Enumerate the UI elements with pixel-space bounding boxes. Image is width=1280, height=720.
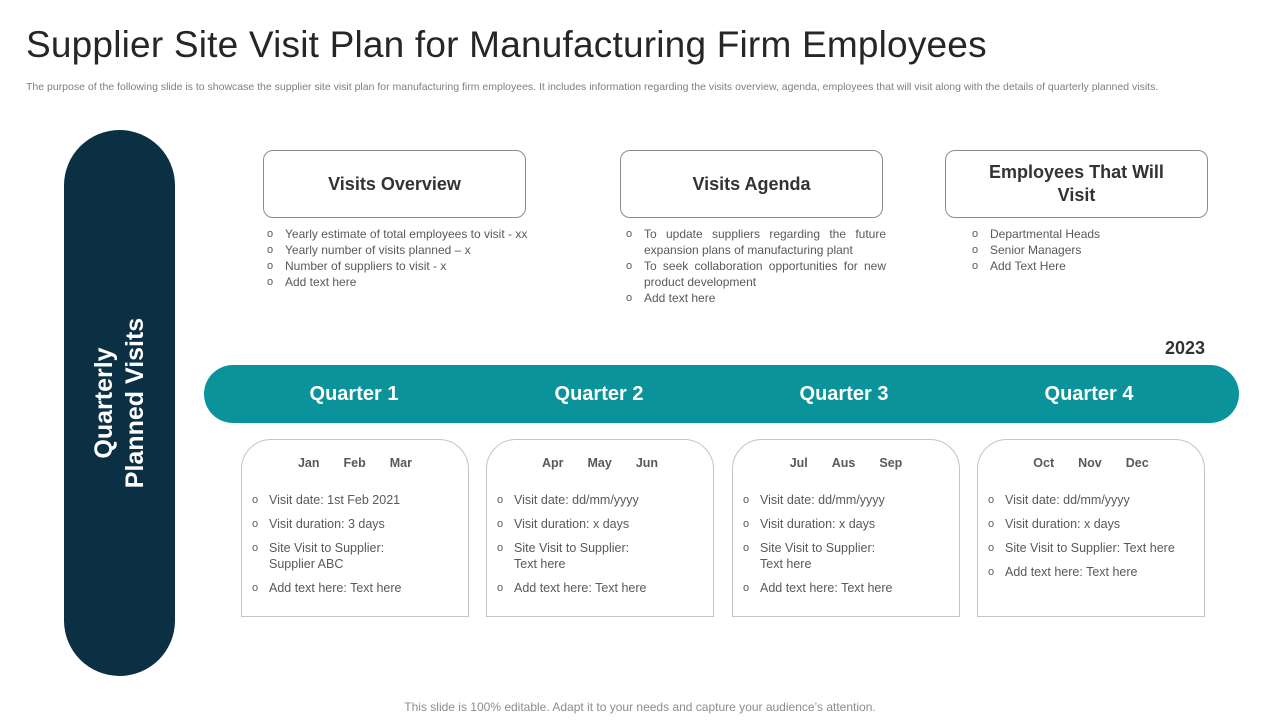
list-item: o Visit duration: 3 days [252,516,460,532]
footer-note: This slide is 100% editable. Adapt it to your needs and capture your audience’s attention. [404,700,876,714]
quarter-3-label: Quarter 3 [799,383,889,405]
list-item: o Visit date: dd/mm/yyyy [988,492,1196,508]
visits-overview-list [265,226,565,290]
month-label: Dec [1125,456,1149,470]
list-item: o Yearly estimate of total employees to visit - xx [265,226,565,242]
list-item: o Number of suppliers to visit - x [265,258,565,274]
quarter-1-label: Quarter 1 [309,383,399,405]
visits-agenda-list [624,226,886,306]
quarter-2-label: Quarter 2 [554,383,644,405]
list-item: o To seek collaboration opportunities for new product development [624,258,886,290]
quarter-3-details [743,492,951,604]
month-label: Apr [541,456,564,470]
list-item: o Visit date: 1st Feb 2021 [252,492,460,508]
quarter-2-months [487,456,713,470]
side-label-line1: Quarterly [89,347,118,459]
list-item: o Visit duration: x days [988,516,1196,532]
month-label: Oct [1033,456,1055,470]
month-label: Mar [389,456,412,470]
month-label: Aus [831,456,856,470]
side-banner-label [89,318,151,488]
month-label: May [587,456,612,470]
page-title: Supplier Site Visit Plan for Manufacturing Firm Employees [26,24,987,65]
quarter-4-label: Quarter 4 [1044,383,1134,405]
list-item: o Site Visit to Supplier: Text here [743,540,951,572]
month-label: Jul [789,456,808,470]
quarter-4-card [977,439,1205,617]
list-item: o Add text here [265,274,565,290]
list-item: o Site Visit to Supplier: Text here [988,540,1196,556]
list-item: o Site Visit to Supplier: Text here [497,540,705,572]
list-item: o Add text here: Text here [252,580,460,596]
side-label-line2: Planned Visits [120,317,149,489]
quarter-4-details [988,492,1196,588]
list-item: o Add text here: Text here [743,580,951,596]
employees-visit-heading: Employees That Will Visit [945,150,1208,218]
list-item: o Add Text Here [970,258,1210,274]
page-subtitle: The purpose of the following slide is to showcase the supplier site visit plan for manufacturing firm employees. It includes information regarding the visits overview, agenda, employees that will visit along with the details of quarterly planned visits. [26,81,1159,93]
month-label: Feb [343,456,366,470]
month-label: Jun [635,456,659,470]
list-item: o To update suppliers regarding the future expansion plans of manufacturing plant [624,226,886,258]
quarterly-planned-visits-banner [64,130,175,676]
quarter-1-details [252,492,460,604]
quarter-3-card [732,439,960,617]
month-label: Nov [1078,456,1102,470]
list-item: o Departmental Heads [970,226,1210,242]
quarter-4-months [978,456,1204,470]
list-item: o Visit duration: x days [497,516,705,532]
list-item: o Visit duration: x days [743,516,951,532]
list-item: o Site Visit to Supplier: Supplier ABC [252,540,460,572]
quarter-3-months [733,456,959,470]
list-item: o Add text here: Text here [988,564,1196,580]
list-item: o Senior Managers [970,242,1210,258]
quarter-1-card [241,439,469,617]
visits-agenda-heading: Visits Agenda [620,150,883,218]
list-item: o Visit date: dd/mm/yyyy [497,492,705,508]
month-label: Jan [297,456,320,470]
quarter-2-card [486,439,714,617]
list-item: o Add text here [624,290,886,306]
list-item: o Yearly number of visits planned – x [265,242,565,258]
quarter-1-months [242,456,468,470]
quarter-2-details [497,492,705,604]
employees-visit-list [970,226,1210,274]
quarter-timeline-bar [204,365,1239,423]
list-item: o Visit date: dd/mm/yyyy [743,492,951,508]
visits-overview-heading: Visits Overview [263,150,526,218]
year-label: 2023 [1165,338,1206,358]
month-label: Sep [879,456,903,470]
list-item: o Add text here: Text here [497,580,705,596]
